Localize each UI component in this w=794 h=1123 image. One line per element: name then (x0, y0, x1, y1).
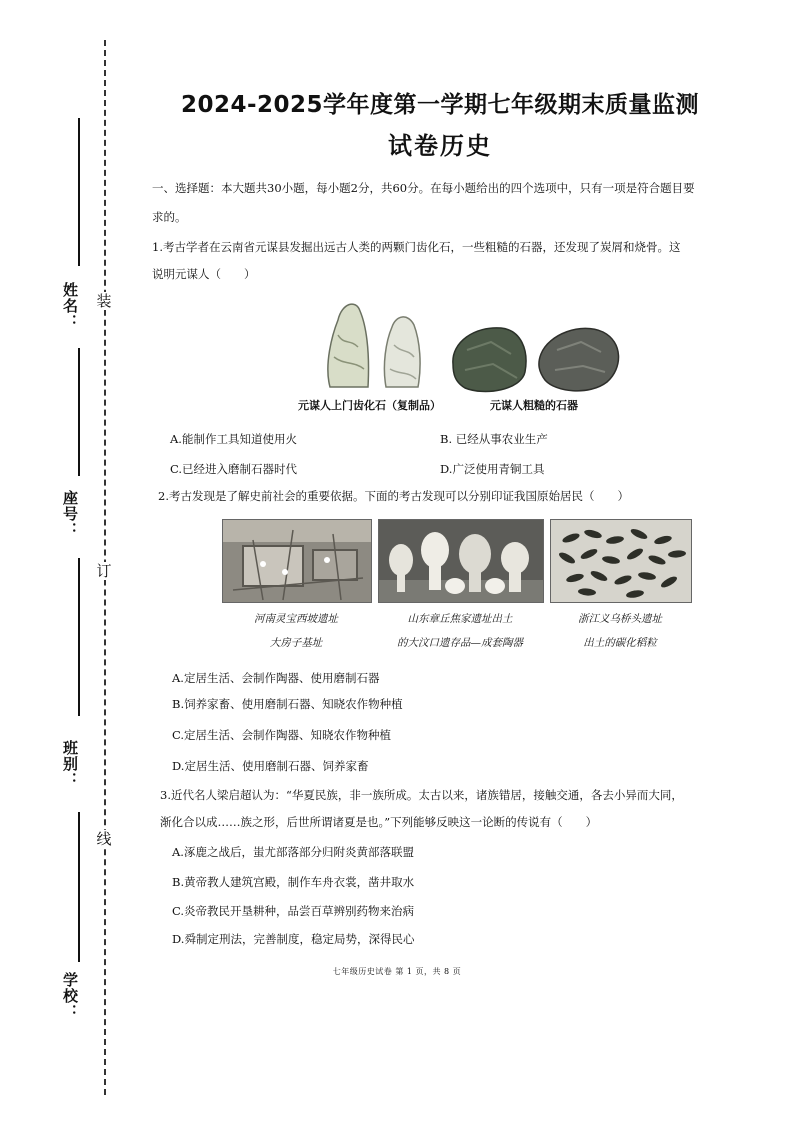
field-underline (78, 558, 80, 716)
option-d[interactable]: D.舜制定刑法，完善制度，稳定局势，深得民心 (172, 932, 415, 946)
image-caption: 山东章丘焦家遗址出土 (407, 613, 513, 625)
field-underline (78, 118, 80, 266)
exam-title: 2024-2025学年度第一学期七年级期末质量监测 (180, 92, 700, 118)
question-stem: 1.考古学者在云南省元谋县发掘出远古人类的两颗门齿化石，一些粗糙的石器，还发现了炭屑和烧骨。这 (152, 240, 681, 254)
image-caption: 出土的碳化稻粒 (583, 637, 657, 649)
question-stem: 2.考古发现是了解史前社会的重要依据。下面的考古发现可以分别印证我国原始居民（ ） (158, 489, 629, 503)
stone-tools-image (445, 320, 630, 398)
section-instruction: 一、选择题：本大题共30小题，每小题2分，共60分。在每小题给出的四个选项中，只有一项是符合题目要 (152, 181, 695, 195)
field-label-name: 姓名： (61, 282, 79, 330)
question-stem: 3.近代名人梁启超认为：“华夏民族，非一族所成。太古以来，诸族错居，接触交通，各去小异而大同， (160, 788, 683, 802)
option-b[interactable]: B.饲养家畜、使用磨制石器、知晓农作物种植 (172, 697, 403, 711)
option-a[interactable]: A.涿鹿之战后，蚩尤部落部分归附炎黄部落联盟 (172, 845, 414, 859)
binding-word: 订 (96, 562, 112, 580)
image-caption: 大房子基址 (269, 637, 323, 649)
tooth-fossil-image (310, 295, 440, 395)
option-a[interactable]: A.定居生活、会制作陶器、使用磨制石器 (172, 671, 380, 685)
image-caption: 元谋人上门齿化石（复制品） (298, 399, 441, 412)
question-stem: 说明元谋人（ ） (152, 267, 256, 281)
image-caption: 浙江义乌桥头遗址 (578, 613, 662, 625)
question-stem: 渐化合以成……族之形，后世所谓诸夏是也。”下列能够反映这一论断的传说有（ ） (160, 815, 598, 829)
house-foundation-photo (222, 519, 372, 603)
binding-word: 装 (96, 292, 112, 310)
option-c[interactable]: C.已经进入磨制石器时代 (170, 462, 298, 476)
field-underline (78, 812, 80, 962)
field-label-school: 学校： (61, 972, 79, 1020)
option-b[interactable]: B.黄帝教人建筑宫殿，制作车舟衣裳，凿井取水 (172, 875, 415, 889)
pottery-set-photo (378, 519, 544, 603)
field-label-class: 班别： (61, 740, 79, 788)
image-caption: 元谋人粗糙的石器 (490, 399, 578, 412)
option-a[interactable]: A.能制作工具知道使用火 (170, 432, 297, 446)
option-c[interactable]: C.定居生活、会制作陶器、知晓农作物种植 (172, 728, 392, 742)
exam-subtitle: 试卷历史 (388, 132, 492, 160)
option-b[interactable]: B. 已经从事农业生产 (440, 432, 548, 446)
field-underline (78, 348, 80, 476)
binding-word: 线 (96, 830, 112, 848)
image-caption: 的大汶口遗存品—成套陶器 (397, 637, 523, 649)
option-d[interactable]: D.广泛使用青铜工具 (440, 462, 545, 476)
section-instruction: 求的。 (152, 210, 187, 224)
rice-grains-photo (550, 519, 692, 603)
option-c[interactable]: C.炎帝教民开垦耕种，品尝百草辨别药物来治病 (172, 904, 415, 918)
field-label-seat: 座号： (61, 490, 79, 538)
image-caption: 河南灵宝西坡遗址 (254, 613, 338, 625)
option-d[interactable]: D.定居生活、使用磨制石器、饲养家畜 (172, 759, 369, 773)
page-footer: 七年级历史试卷 第 1 页，共 8 页 (332, 967, 462, 976)
